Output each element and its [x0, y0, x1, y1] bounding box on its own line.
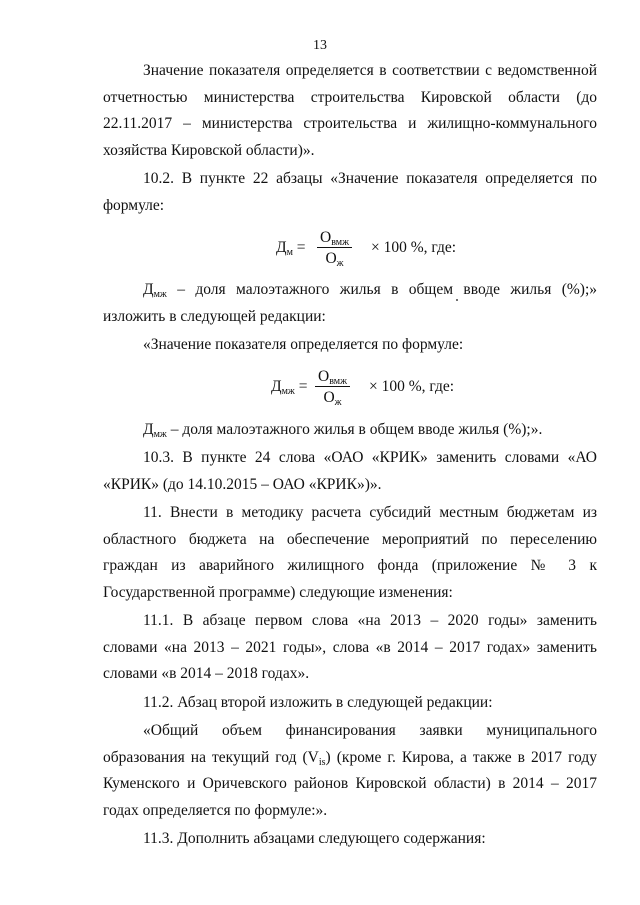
paragraph-11: 11.3. Дополнить абзацами следующего содержания: — [143, 830, 486, 847]
formula-2-lhs: $Д_{мж}$ = — [271, 378, 308, 398]
paragraph-8: 11.1. В абзаце первом слова «на 2013 – 2020 годы» заменить словами «на 2013 – 2021 годы», слова «в 2014 – 2017 годах» заменить словами «в 2014 – 2018 годах». — [103, 612, 597, 682]
scan-speck — [456, 299, 458, 301]
paragraph-10: «Общий объем финансирования заявки муниципального образования на текущий год $(V_{is})$ (кроме г. Кирова, а также в 2017 году Куменского и Оричевского районов Кировской области) в 2014 – 2017 годах определяется по формуле:». — [103, 722, 597, 819]
formula-2-rhs: × 100 %, где: — [369, 378, 455, 396]
paragraph-4: «Значение показателя определяется по формуле: — [143, 336, 464, 353]
formula-1-rhs: × 100 %, где: — [371, 238, 457, 256]
paragraph-7: 11. Внести в методику расчета субсидий местным бюджетам из областного бюджета на обеспечение мероприятий по переселению граждан из аварийного жилищного фонда (приложение № 3 к Государственной программе) следующие изменения: — [103, 504, 597, 601]
paragraph-2: 10.2. В пункте 22 абзацы «Значение показателя определяется по формуле: — [103, 170, 597, 214]
formula-dmzh — [103, 359, 597, 417]
paragraph-5: $Д_{мж}$ – доля малоэтажного жилья в общем вводе жилья (%);». — [143, 420, 543, 440]
paragraph-1: Значение показателя определяется в соответствии с ведомственной отчетностью министерства строительства Кировской области (до 22.11.2017 – министерства строительства и жилищно-коммунального хозяйства Кировской области)». — [103, 62, 597, 159]
formula-1-lhs: $Д_м$ = — [276, 238, 306, 258]
page-number: 13 — [313, 38, 327, 53]
formula-2-fraction: $О_{вмж}$ $О_ж$ — [315, 359, 350, 417]
document-body — [103, 58, 597, 853]
formula-1-fraction: $О_{вмж}$ $О_ж$ — [317, 219, 352, 277]
paragraph-9: 11.2. Абзац второй изложить в следующей редакции: — [143, 693, 493, 711]
paragraph-3: $Д_{мж}$ – доля малоэтажного жилья в общем вводе жилья (%);» изложить в следующей редакции: — [103, 281, 598, 325]
formula-dm — [103, 219, 597, 277]
paragraph-6: 10.3. В пункте 24 слова «ОАО «КРИК» заменить словами «АО «КРИК» (до 14.10.2015 – ОАО «КРИК»)». — [103, 449, 597, 493]
